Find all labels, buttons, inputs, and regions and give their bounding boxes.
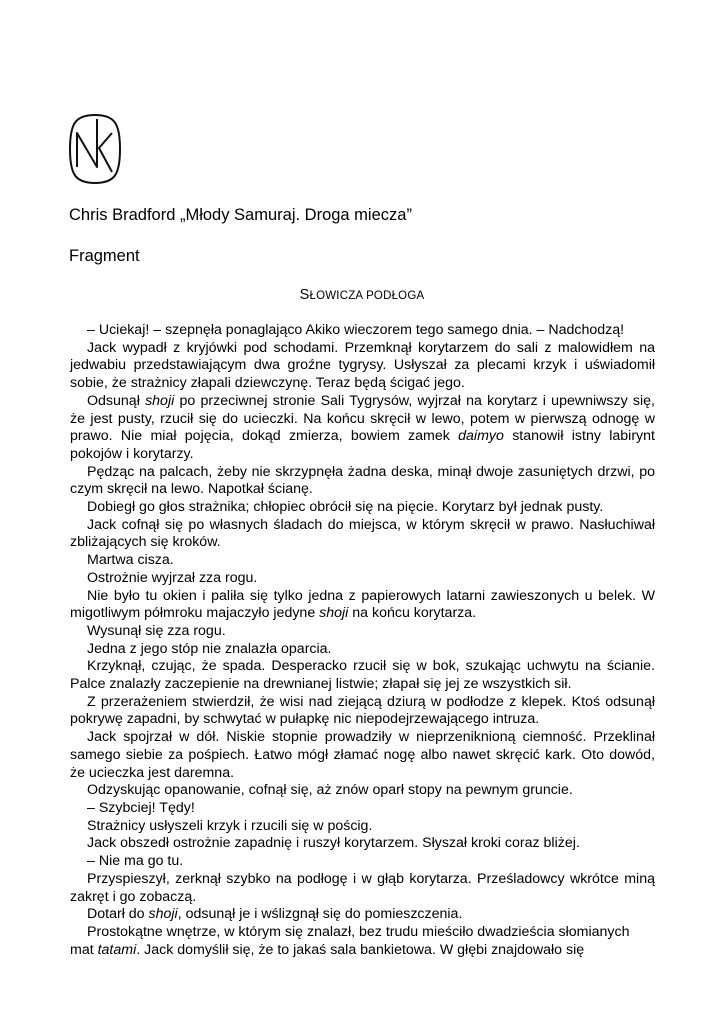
text-run: po przeciwnej stronie Sali Tygrysów, wyjrzał na korytarz i upewniwszy się, że jest pusty, rzucił się do ucieczki. Na końcu skręcił w lewo, potem w pierwszą odnogę w prawo. Nie miał pojęcia, dokąd zmierza, bowiem zamek [70,392,655,445]
text-run: Nie było tu okien i paliła się tylko jedna z papierowych latarni zawieszonych u belek. W migotliwym półmroku majaczyło jedyne [70,587,655,622]
chapter-title-rest: ŁOWICZA PODŁOGA [309,290,425,302]
chapter-body [70,322,655,959]
paragraph [70,322,655,340]
paragraph [70,924,655,959]
text-run: . Jack domyślił się, że to jakaś sala bankietowa. W głębi znajdowało się [136,941,585,958]
italic-term: shoji [145,392,175,409]
paragraph [70,570,655,588]
text-run: Krzyknął, czując, że spada. Desperacko rzucił się w bok, szukając uchwytu na ścianie. Palce znalazły zaczepienie na drewnianej listwie; złapał się jej ze wszystkich sił. [70,658,655,693]
paragraph [70,658,655,693]
text-run: Jedna z jego stóp nie znalazła oparcia. [87,640,332,657]
text-run: – Uciekaj! – szepnęła ponaglająco Akiko wieczorem tego samego dnia. – Nadchodzą! [87,322,625,338]
text-run: Przyspieszył, zerknął szybko na podłogę i w głąb korytarza. Prześladowcy wkrótce miną zakręt i go zobaczą. [70,870,655,905]
chapter-title [0,287,724,303]
italic-term: shoji [319,605,349,622]
paragraph [70,552,655,570]
text-run: Ostrożnie wyjrzał zza rogu. [87,569,258,586]
text-run: Pędząc na palcach, żeby nie skrzypnęła żadna deska, minął dwoje zasuniętych drzwi, po czym skręcił na lewo. Napotkał ścianę. [70,463,655,498]
text-run: Odsunął [87,392,146,409]
text-run: na końcu korytarza. [348,605,477,622]
text-run: Martwa cisza. [87,552,174,569]
paragraph [70,623,655,641]
paragraph [70,835,655,853]
paragraph [70,588,655,623]
paragraph [70,853,655,871]
chapter-title-initial: S [299,287,310,303]
paragraph [70,340,655,393]
paragraph [70,729,655,782]
paragraph [70,871,655,906]
text-run: Odzyskując opanowanie, cofnął się, aż znów oparł stopy na pewnym gruncie. [87,782,573,799]
text-run: Wysunął się zza rogu. [87,622,226,639]
paragraph [70,782,655,800]
text-run: Jack obszedł ostrożnie zapadnię i ruszył korytarzem. Słyszał kroki coraz bliżej. [87,835,580,852]
text-run: Z przerażeniem stwierdził, że wisi nad ziejącą dziurą w podłodze z klepek. Ktoś odsunął pokrywę zapadni, by schwytać w pułapkę nic niepodejrzewającego intruza. [70,693,655,728]
text-run: Prostokątne wnętrze, w którym się znalazł, bez trudu mieściło dwadzieścia słomianych mat [70,923,630,958]
paragraph [70,694,655,729]
text-run: , odsunął je i wślizgnął się do pomieszczenia. [177,906,463,923]
text-run: Strażnicy usłyszeli krzyk i rzucili się w pościg. [87,817,373,834]
italic-term: shoji [148,906,178,923]
text-run: stanowił istny labirynt pokojów i korytarzy. [70,428,655,462]
paragraph [70,517,655,552]
paragraph [70,818,655,836]
paragraph [70,800,655,818]
fragment-label: Fragment [69,247,140,265]
text-run: Jack cofnął się po własnych śladach do miejsca, w którym skręcił w prawo. Nasłuchiwał zbliżających się kroków. [70,516,655,551]
text-run: – Nie ma go tu. [87,853,184,870]
book-title: Chris Bradford „Młody Samuraj. Droga miecza” [69,206,412,224]
italic-term: daimyo [458,428,504,445]
text-run: Jack spojrzał w dół. Niskie stopnie prowadziły w nieprzeniknioną ciemność. Przeklinał samego siebie za pośpiech. Łatwo mógł złamać nogę albo nawet skręcić kark. Oto dowód, że ucieczka jest daremna. [70,729,655,781]
publisher-logo [66,112,124,186]
text-run: Dotarł do [87,906,149,923]
text-run: Dobiegł go głos strażnika; chłopiec obrócił się na pięcie. Korytarz był jednak pusty. [87,499,604,516]
paragraph [70,906,655,924]
paragraph [70,464,655,499]
text-run: Jack wypadł z kryjówki pod schodami. Przemknął korytarzem do sali z malowidłem na jedwabiu przedstawiającym dwa groźne tygrysy. Usłyszał za plecami krzyk i uświadomił sobie, że strażnicy złapali dziewczynę. Teraz będą ścigać jego. [70,339,655,392]
paragraph [70,393,655,464]
paragraph [70,641,655,659]
text-run: – Szybciej! Tędy! [87,799,195,816]
italic-term: tatami [97,941,137,958]
paragraph [70,499,655,517]
